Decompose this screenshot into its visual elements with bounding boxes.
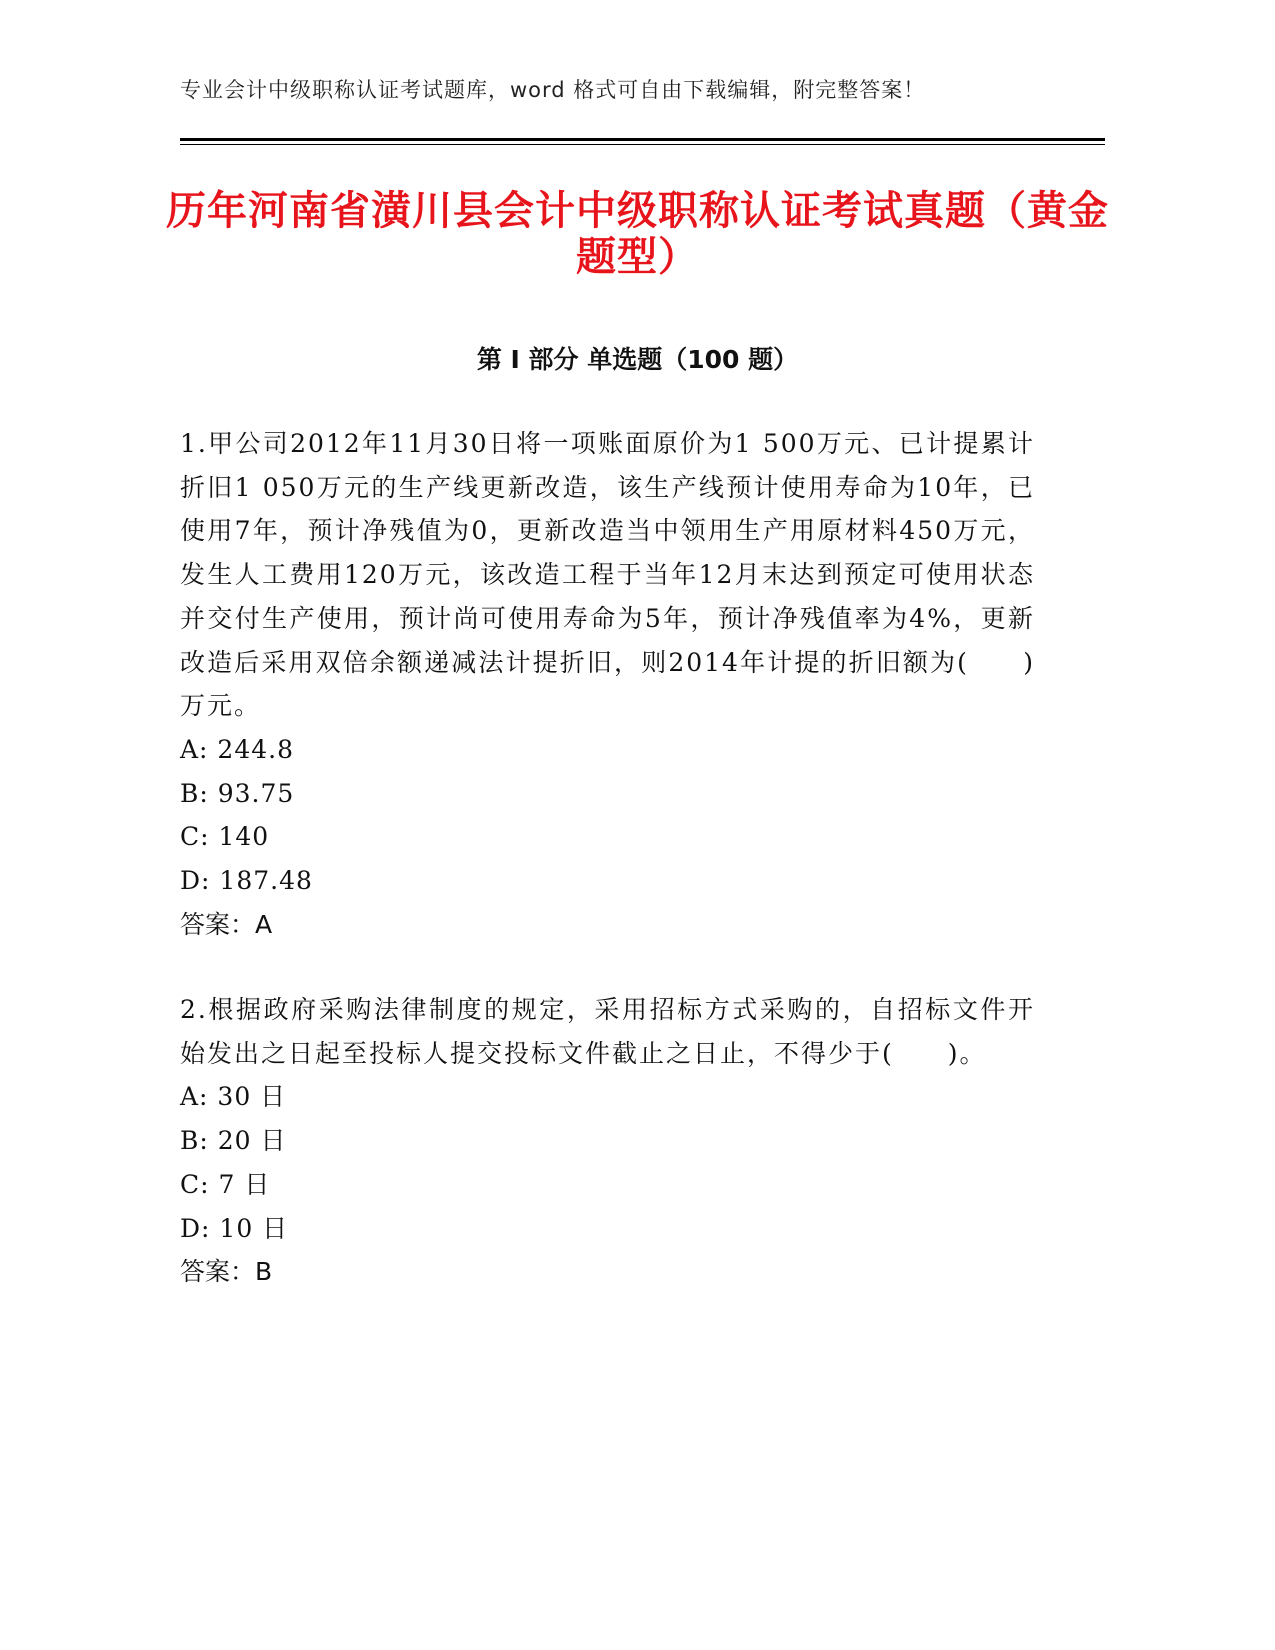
question-text: 2.根据政府采购法律制度的规定，采用招标方式采购的，自招标文件开始发出之日起至投标人提交投标文件截止之日止，不得少于( )。 [180, 995, 1035, 1068]
section-heading: 第 I 部分 单选题（100 题） [476, 345, 799, 374]
answer: 答案：A [180, 909, 273, 939]
header-divider-thick [180, 138, 1105, 141]
option-b: B: 20 日 [180, 1126, 287, 1156]
option-c: C: 7 日 [180, 1169, 271, 1199]
header-divider-thin [180, 144, 1105, 145]
question-1 [180, 422, 1035, 946]
question-text: 1.甲公司2012年11月30日将一项账面原价为1 500万元、已计提累计折旧1 050万元的生产线更新改造，该生产线预计使用寿命为10年，已使用7年，预计净残值为0，更新改造当中领用生产用原材料450万元，发生人工费用120万元，该改造工程于当年12月末达到预定可使用状态并交付生产使用，预计尚可使用寿命为5年，预计净残值率为4%，更新改造后采用双倍余额递减法计提折旧，则2014年计提的折旧额为( )万元。 [180, 429, 1035, 721]
option-a: A: 30 日 [180, 1082, 287, 1112]
option-d: D: 10 日 [180, 1213, 289, 1243]
option-d: D: 187.48 [180, 866, 313, 896]
option-c: C: 140 [180, 822, 270, 852]
header-note: 专业会计中级职称认证考试题库，word 格式可自由下载编辑，附完整答案！ [180, 78, 926, 102]
question-2 [180, 988, 1035, 1294]
document-title: 历年河南省潢川县会计中级职称认证考试真题（黄金题型） [166, 188, 1109, 280]
option-a: A: 244.8 [180, 734, 294, 764]
answer: 答案：B [180, 1257, 273, 1287]
option-b: B: 93.75 [180, 778, 295, 808]
